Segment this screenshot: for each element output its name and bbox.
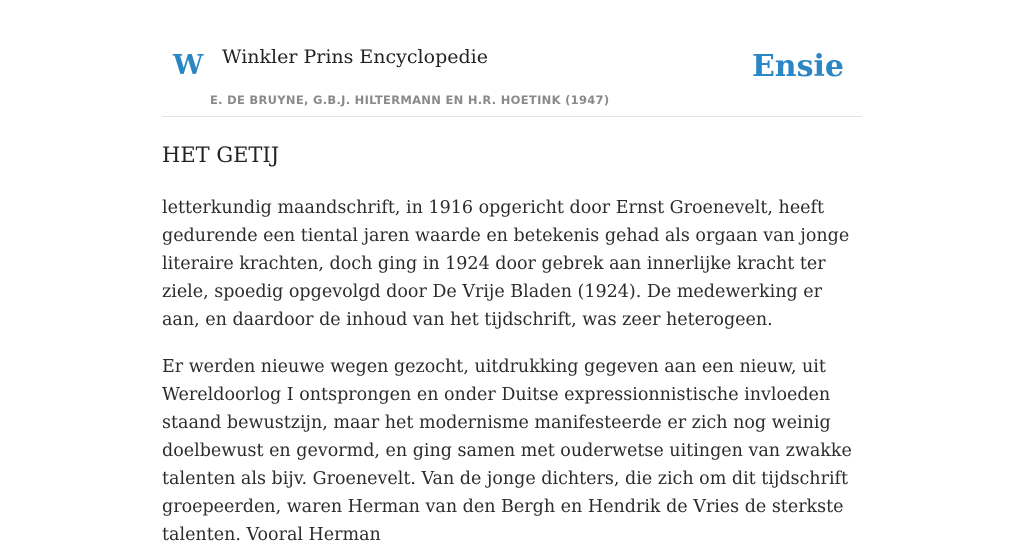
- source-authors: E. DE BRUYNE, G.B.J. HILTERMANN EN H.R. HOETINK (1947): [210, 93, 610, 107]
- source-header: [162, 0, 862, 117]
- source-title[interactable]: Winkler Prins Encyclopedie: [222, 46, 488, 68]
- article-paragraph: Er werden nieuwe wegen gezocht, uitdrukking gegeven aan een nieuw, uit Wereldoorlog I ontsprongen en onder Duitse expressionnistische invloeden staand bewustzijn, maar het modernisme manifesteerde er zich nog weinig doelbewust en gevormd, en ging samen met ouderwetse uitingen van zwakke talenten als bijv. Groenevelt. Van de jonge dichters, die zich om dit tijdschrift groepeerden, waren Herman van den Bergh en Hendrik de Vries de sterkste talenten. Vooral Herman: [162, 357, 852, 545]
- ensie-logo[interactable]: Ensie: [751, 49, 844, 84]
- article: [162, 140, 862, 549]
- article-paragraph: letterkundig maandschrift, in 1916 opgericht door Ernst Groenevelt, heeft gedurende een tiental jaren waarde en betekenis gehad als orgaan van jonge literaire krachten, doch ging in 1924 door gebrek aan innerlijke kracht ter ziele, spoedig opgevolgd door De Vrije Bladen (1924). De medewerking er aan, en daardoor de inhoud van het tijdschrift, was zeer heterogeen.: [162, 198, 850, 330]
- article-title: HET GETIJ: [162, 143, 280, 167]
- winkler-prins-logo[interactable]: W: [173, 50, 204, 81]
